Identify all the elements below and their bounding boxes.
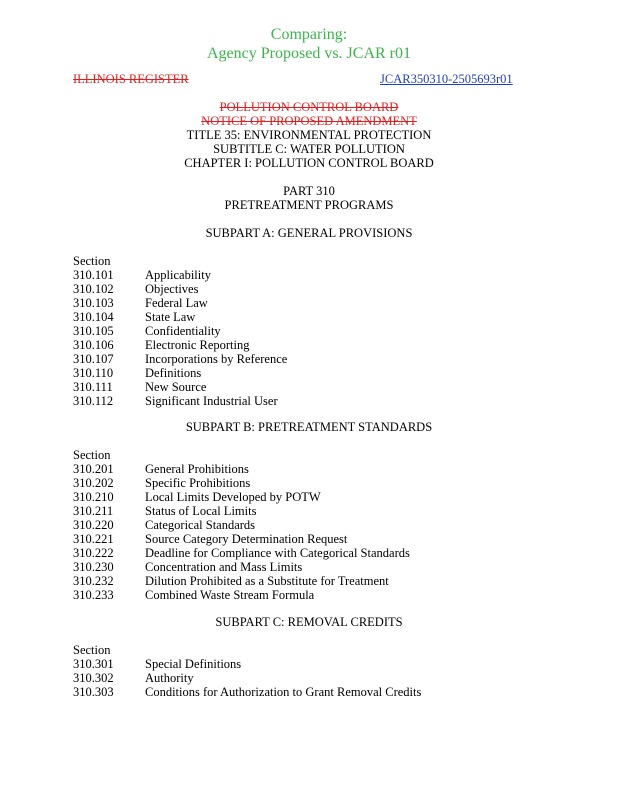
section-number: 310.220 xyxy=(73,518,114,532)
subpart-b-section-label: Section xyxy=(73,448,111,462)
section-title: Status of Local Limits xyxy=(145,504,257,518)
section-number: 310.106 xyxy=(73,338,114,352)
section-number: 310.230 xyxy=(73,560,114,574)
section-title: Deadline for Compliance with Categorical Standards xyxy=(145,546,410,560)
section-title: Specific Prohibitions xyxy=(145,476,251,490)
section-number: 310.221 xyxy=(73,532,114,546)
section-title: Concentration and Mass Limits xyxy=(145,560,303,574)
section-number: 310.105 xyxy=(73,324,114,338)
section-number: 310.110 xyxy=(73,366,114,380)
section-title: Electronic Reporting xyxy=(145,338,250,352)
subpart-a-heading: SUBPART A: GENERAL PROVISIONS xyxy=(205,226,413,240)
section-title: Local Limits Developed by POTW xyxy=(145,490,321,504)
section-title: Categorical Standards xyxy=(145,518,256,532)
section-title: State Law xyxy=(145,310,196,324)
header-illinois-register: ILLINOIS REGISTER xyxy=(73,72,189,86)
section-title: Special Definitions xyxy=(145,657,242,671)
subpart-a-section-label: Section xyxy=(73,254,111,268)
section-number: 310.232 xyxy=(73,574,114,588)
subpart-c-heading: SUBPART C: REMOVAL CREDITS xyxy=(215,615,403,629)
struck-board-name: POLLUTION CONTROL BOARD xyxy=(219,100,399,114)
section-title: Applicability xyxy=(145,268,211,282)
section-title: Significant Industrial User xyxy=(145,394,278,408)
section-title: Incorporations by Reference xyxy=(145,352,288,366)
comparison-subtitle: Agency Proposed vs. JCAR r01 xyxy=(207,45,411,62)
section-number: 310.302 xyxy=(73,671,114,685)
section-number: 310.111 xyxy=(73,380,113,394)
section-title: Conditions for Authorization to Grant Removal Credits xyxy=(145,685,422,699)
section-number: 310.222 xyxy=(73,546,114,560)
section-title: New Source xyxy=(145,380,207,394)
section-number: 310.233 xyxy=(73,588,114,602)
subpart-c-section-label: Section xyxy=(73,643,111,657)
subtitle-heading: SUBTITLE C: WATER POLLUTION xyxy=(213,142,405,156)
section-number: 310.301 xyxy=(73,657,114,671)
section-number: 310.101 xyxy=(73,268,114,282)
section-title: Definitions xyxy=(145,366,202,380)
chapter-heading: CHAPTER I: POLLUTION CONTROL BOARD xyxy=(184,156,434,170)
section-number: 310.210 xyxy=(73,490,114,504)
section-title: Dilution Prohibited as a Substitute for Treatment xyxy=(145,574,389,588)
section-number: 310.201 xyxy=(73,462,114,476)
section-title: Confidentiality xyxy=(145,324,221,338)
comparison-title: Comparing: xyxy=(270,26,348,43)
section-title: Source Category Determination Request xyxy=(145,532,348,546)
struck-notice: NOTICE OF PROPOSED AMENDMENT xyxy=(201,114,417,128)
section-number: 310.104 xyxy=(73,310,114,324)
section-number: 310.211 xyxy=(73,504,114,518)
section-title: Authority xyxy=(145,671,194,685)
section-number: 310.102 xyxy=(73,282,114,296)
header-jcar-reference[interactable]: JCAR350310-2505693r01 xyxy=(380,72,513,86)
section-title: Objectives xyxy=(145,282,199,296)
section-title: Federal Law xyxy=(145,296,208,310)
subpart-b-heading: SUBPART B: PRETREATMENT STANDARDS xyxy=(185,420,433,434)
section-number: 310.107 xyxy=(73,352,114,366)
title-heading: TITLE 35: ENVIRONMENTAL PROTECTION xyxy=(186,128,432,142)
section-number: 310.303 xyxy=(73,685,114,699)
part-name: PRETREATMENT PROGRAMS xyxy=(224,198,394,212)
section-title: General Prohibitions xyxy=(145,462,249,476)
section-title: Combined Waste Stream Formula xyxy=(145,588,315,602)
section-number: 310.103 xyxy=(73,296,114,310)
section-number: 310.202 xyxy=(73,476,114,490)
part-number: PART 310 xyxy=(283,184,335,198)
section-number: 310.112 xyxy=(73,394,114,408)
